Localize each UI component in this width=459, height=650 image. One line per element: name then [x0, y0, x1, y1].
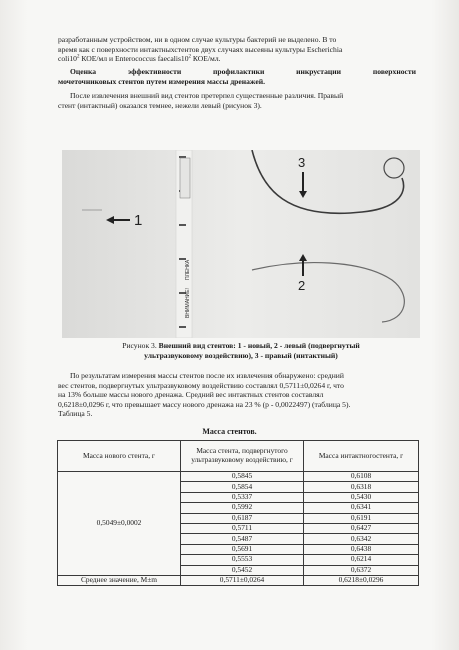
strip-text: ПЛЕНКА: [185, 259, 191, 280]
section-heading: [70, 67, 416, 77]
strip-text: ВНИМАНИЕ!: [185, 288, 191, 318]
paragraph-appearance: [58, 91, 416, 110]
cell-ultrasound: 0,5845: [181, 472, 304, 482]
heading-line-2: мочеточниковых стентов путем измерения массы дренажей.: [58, 77, 265, 86]
strip-mark: [179, 224, 186, 226]
text-fragment: КОЕ/мл.: [191, 54, 221, 64]
label-3: 3: [298, 155, 306, 170]
paragraph-results: [58, 371, 416, 419]
text-fragment: КОЕ/мл и Enterococcus faecalis10: [79, 54, 189, 64]
caption-line-1: [62, 341, 420, 351]
heading-word: профилактики: [213, 67, 265, 76]
cell-intact: 0,6318: [304, 482, 419, 492]
cell-ultrasound: 0,5452: [181, 565, 304, 575]
figure-caption: [62, 341, 420, 361]
cell-intact: 0,6427: [304, 523, 419, 533]
cell-ultrasound: 0,5854: [181, 482, 304, 492]
cell-ultrasound: 0,5691: [181, 544, 304, 554]
strip-mark: [179, 326, 186, 328]
text-line: [58, 54, 416, 64]
header-ultrasound-stent: Масса стента, подвергнутого ультразвуковому воздействию, г: [181, 441, 304, 472]
stent-mass-table: [57, 440, 419, 586]
header-intact-stent: Масса интактногостента, г: [304, 441, 419, 472]
strip-mark: [179, 258, 186, 260]
heading-word: Оценка: [70, 67, 97, 76]
heading-word: поверхности: [372, 67, 416, 76]
new-stent-mass-cell: 0,5049±0,0002: [58, 472, 181, 576]
text-line: разработанным устройством, ни в одном случае культуры бактерий не выделено. В то: [58, 35, 337, 44]
table-title: Масса стентов.: [202, 427, 257, 436]
label-2: 2: [298, 278, 306, 293]
table-row: [58, 472, 419, 482]
mean-ultrasound: 0,5711±0,0264: [181, 575, 304, 585]
table-header-row: [58, 441, 419, 472]
cell-ultrasound: 0,5487: [181, 534, 304, 544]
cell-ultrasound: 0,5992: [181, 503, 304, 513]
heading-line-1: [70, 67, 416, 77]
caption-line-2: ультразвуковому воздействию), 3 - правый (интактный): [144, 351, 338, 360]
caption-prefix: Рисунок 3.: [122, 341, 159, 350]
label-1: 1: [134, 212, 143, 229]
text-line: на 13% больше массы нового дренажа. Средний вес интактных стентов составлял: [58, 390, 324, 400]
mean-intact: 0,6218±0,0296: [304, 575, 419, 585]
caption-text: Внешний вид стентов: 1 - новый, 2 - левый (подвергнутый: [158, 341, 360, 350]
text-line: стент (интактный) оказался темнее, нежели левый (рисунок 3).: [58, 100, 262, 110]
mean-label: Среднее значение, M±m: [58, 575, 181, 585]
cell-intact: 0,6438: [304, 544, 419, 554]
heading-word: эффективности: [127, 67, 182, 76]
text-line: После извлечения внешний вид стентов претерпел существенные различия. Правый: [70, 91, 344, 100]
cell-ultrasound: 0,5711: [181, 523, 304, 533]
text-line: время как с поверхности интактныхстентов двух случаях высеяны культуры Escherichia: [58, 44, 343, 54]
cell-ultrasound: 0,5553: [181, 555, 304, 565]
cell-intact: 0,6372: [304, 565, 419, 575]
text-fragment: coli10: [58, 54, 77, 64]
cell-intact: 0,6191: [304, 513, 419, 523]
header-new-stent: Масса нового стента, г: [58, 441, 181, 472]
text-line: вес стентов, подвергнутых ультразвуковому воздействию составлял 0,5711±0,0264 г, что: [58, 380, 344, 390]
cell-ultrasound: 0,5337: [181, 492, 304, 502]
text-line: 0,6218±0,0296 г, что превышает массу нового дренажа на 23 % (p - 0,0022497) (таблица 5).: [58, 399, 351, 409]
cell-intact: 0,6108: [304, 472, 419, 482]
brand-logo: [180, 158, 190, 198]
heading-word: инкрустации: [296, 67, 342, 76]
superscript: 2: [76, 54, 80, 60]
stent-photograph: [62, 150, 420, 338]
cell-intact: 0,6342: [304, 534, 419, 544]
strip-mark: [179, 156, 186, 158]
cell-intact: 0,6341: [304, 503, 419, 513]
cell-intact: 0,6214: [304, 555, 419, 565]
text-line: Таблица 5.: [58, 409, 93, 419]
superscript: 2: [188, 54, 192, 60]
table-mean-row: [58, 575, 419, 585]
stent-photo-drawing: [62, 150, 420, 338]
paragraph-bacteria: [58, 35, 416, 64]
cell-intact: 0,5430: [304, 492, 419, 502]
text-line: По результатам измерения массы стентов после их извлечения обнаружено: средний: [70, 371, 344, 380]
cell-ultrasound: 0,6187: [181, 513, 304, 523]
photo-background: [62, 150, 420, 338]
